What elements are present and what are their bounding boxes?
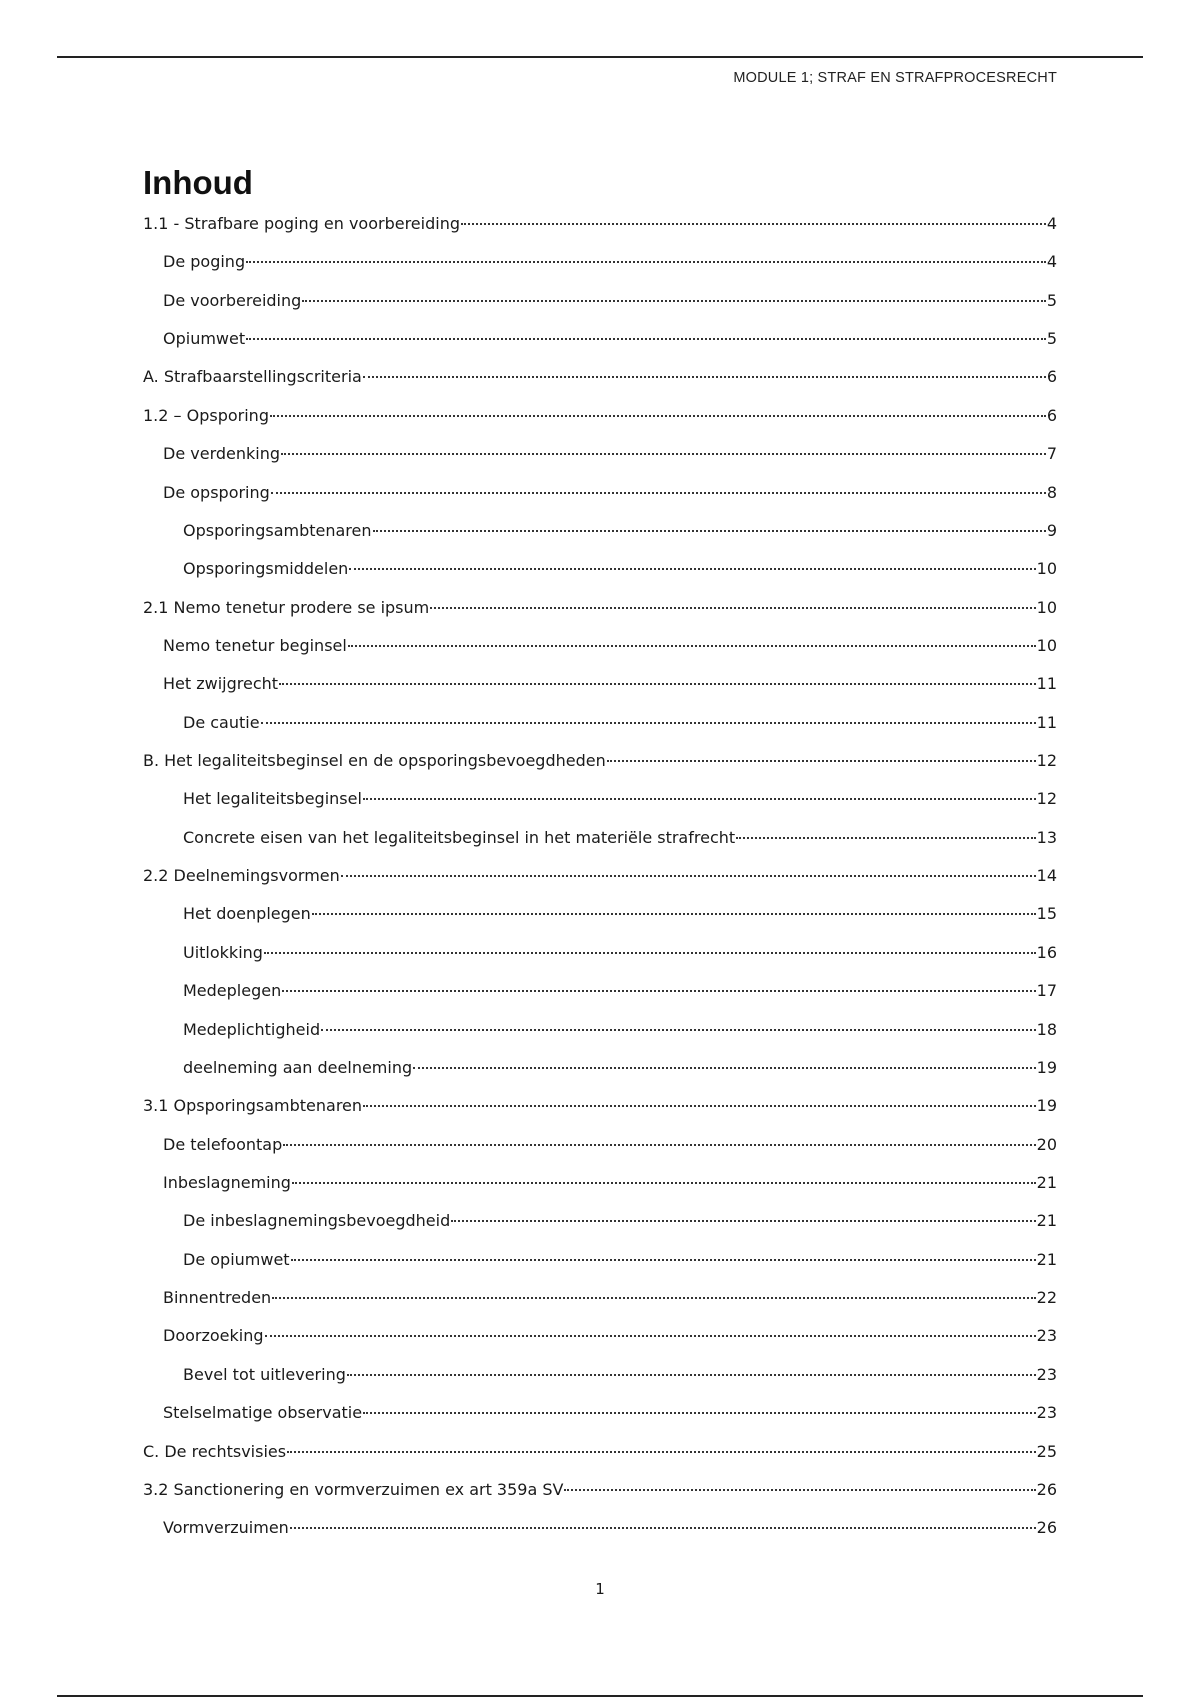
toc-entry-page: 12 — [1036, 751, 1057, 771]
toc-dot-leader — [282, 990, 1035, 992]
toc-dot-leader — [291, 1259, 1036, 1261]
toc-entry-page: 23 — [1036, 1364, 1057, 1384]
toc-dot-leader — [349, 568, 1035, 570]
toc-entry-label: Nemo tenetur beginsel — [163, 635, 347, 655]
toc-entry-page: 23 — [1036, 1326, 1057, 1346]
toc-entry-label: De voorbereiding — [163, 290, 302, 310]
header-rule — [57, 56, 1143, 58]
toc-entry[interactable] — [143, 789, 1057, 827]
toc-dot-leader — [461, 223, 1046, 225]
toc-entry-label: 3.2 Sanctionering en vormverzuimen ex art 359a SV — [143, 1479, 564, 1499]
toc-dot-leader — [736, 837, 1035, 839]
toc-entry-page: 15 — [1036, 904, 1057, 924]
toc-entry-label: De cautie — [183, 712, 260, 732]
toc-title: Inhoud — [143, 164, 253, 201]
toc-dot-leader — [283, 1144, 1035, 1146]
toc-entry-page: 19 — [1036, 1096, 1057, 1116]
toc-entry-page: 11 — [1036, 674, 1057, 694]
toc-entry-page: 26 — [1036, 1518, 1057, 1538]
toc-entry-page: 14 — [1036, 866, 1057, 886]
toc-entry-label: Binnentreden — [163, 1288, 272, 1308]
toc-entry[interactable] — [143, 1518, 1057, 1556]
toc-entry[interactable] — [143, 981, 1057, 1019]
toc-entry-page: 13 — [1036, 827, 1057, 847]
toc-entry[interactable] — [143, 1480, 1057, 1518]
toc-entry[interactable] — [143, 252, 1057, 290]
toc-entry-label: Uitlokking — [183, 942, 263, 962]
toc-entry[interactable] — [143, 444, 1057, 482]
toc-entry-page: 10 — [1036, 559, 1057, 579]
toc-entry[interactable] — [143, 1096, 1057, 1134]
toc-entry-label: Medeplegen — [183, 981, 282, 1001]
toc-entry-page: 4 — [1046, 252, 1057, 272]
toc-entry-page: 25 — [1036, 1441, 1057, 1461]
toc-entry-page: 21 — [1036, 1172, 1057, 1192]
toc-entry[interactable] — [143, 904, 1057, 942]
toc-entry-page: 17 — [1036, 981, 1057, 1001]
toc-entry-label: 1.1 - Strafbare poging en voorbereiding — [143, 214, 460, 233]
toc-dot-leader — [264, 952, 1036, 954]
toc-entry[interactable] — [143, 636, 1057, 674]
toc-dot-leader — [430, 607, 1035, 609]
toc-entry-label: 2.1 Nemo tenetur prodere se ipsum — [143, 597, 430, 617]
toc-dot-leader — [265, 1335, 1036, 1337]
toc-entry-page: 7 — [1046, 444, 1057, 464]
page-number: 1 — [595, 1580, 605, 1598]
toc-entry-label: B. Het legaliteitsbeginsel en de opsporingsbevoegdheden — [143, 751, 606, 771]
toc-dot-leader — [312, 913, 1036, 915]
toc-entry[interactable] — [143, 1365, 1057, 1403]
toc-entry-label: Stelselmatige observatie — [163, 1403, 363, 1423]
toc-entry-page: 5 — [1046, 329, 1057, 349]
toc-entry-page: 6 — [1046, 405, 1057, 425]
toc-dot-leader — [347, 1374, 1036, 1376]
toc-entry-label: De opiumwet — [183, 1249, 290, 1269]
toc-entry-label: C. De rechtsvisies — [143, 1441, 287, 1461]
toc-entry-label: Opiumwet — [163, 329, 246, 349]
toc-entry-page: 6 — [1046, 367, 1057, 387]
toc-entry-label: 2.2 Deelnemingsvormen — [143, 866, 340, 886]
toc-entry-label: Het zwijgrecht — [163, 674, 279, 694]
toc-entry-label: Het legaliteitsbeginsel — [183, 789, 362, 809]
toc-entry-label: Medeplichtigheid — [183, 1019, 321, 1039]
toc-entry-label: De verdenking — [163, 444, 281, 464]
toc-entry-label: A. Strafbaarstellingscriteria — [143, 367, 362, 387]
toc-entry-page: 16 — [1036, 942, 1057, 962]
toc-dot-leader — [270, 415, 1046, 417]
toc-entry[interactable] — [143, 329, 1057, 367]
toc-dot-leader — [246, 338, 1046, 340]
toc-entry[interactable] — [143, 367, 1057, 405]
toc-dot-leader — [363, 798, 1036, 800]
toc-dot-leader — [451, 1220, 1035, 1222]
toc-dot-leader — [290, 1527, 1036, 1529]
toc-entry-page: 9 — [1046, 520, 1057, 540]
toc-dot-leader — [302, 300, 1046, 302]
toc-entry-label: deelneming aan deelneming — [183, 1057, 413, 1077]
toc-dot-leader — [246, 261, 1046, 263]
toc-entry[interactable] — [143, 866, 1057, 904]
toc-entry[interactable] — [143, 1442, 1057, 1480]
toc-entry-page: 10 — [1036, 597, 1057, 617]
toc-entry[interactable] — [143, 1020, 1057, 1058]
toc-entry-label: Opsporingsmiddelen — [183, 559, 349, 579]
toc-entry-label: Bevel tot uitlevering — [183, 1364, 346, 1384]
toc-entry[interactable] — [143, 1403, 1057, 1441]
toc-entry[interactable] — [143, 1211, 1057, 1249]
toc-entry-label: Vormverzuimen — [163, 1518, 289, 1538]
toc-entry-label: De poging — [163, 252, 246, 272]
toc-dot-leader — [363, 1412, 1036, 1414]
toc-dot-leader — [292, 1182, 1036, 1184]
toc-entry[interactable] — [143, 751, 1057, 789]
toc-entry-label: Inbeslagneming — [163, 1172, 291, 1192]
toc-entry-label: Doorzoeking — [163, 1326, 264, 1346]
toc-dot-leader — [287, 1451, 1036, 1453]
toc-entry[interactable] — [143, 828, 1057, 866]
table-of-contents — [143, 214, 1057, 1557]
toc-dot-leader — [348, 645, 1036, 647]
toc-entry-label: 1.2 – Opsporing — [143, 405, 269, 425]
toc-dot-leader — [363, 376, 1046, 378]
toc-entry[interactable] — [143, 1173, 1057, 1211]
toc-entry[interactable] — [143, 291, 1057, 329]
toc-dot-leader — [261, 722, 1036, 724]
toc-entry[interactable] — [143, 1058, 1057, 1096]
toc-entry-label: De opsporing — [163, 482, 270, 502]
toc-entry-page: 26 — [1036, 1479, 1057, 1499]
toc-dot-leader — [341, 875, 1036, 877]
toc-entry-page: 20 — [1036, 1134, 1057, 1154]
toc-entry-page: 10 — [1036, 635, 1057, 655]
toc-entry-page: 12 — [1036, 789, 1057, 809]
running-header: MODULE 1; STRAF EN STRAFPROCESRECHT — [733, 70, 1057, 86]
toc-entry[interactable] — [143, 1326, 1057, 1364]
toc-dot-leader — [271, 492, 1046, 494]
toc-entry[interactable] — [143, 1250, 1057, 1288]
toc-entry[interactable] — [143, 559, 1057, 597]
toc-dot-leader — [564, 1489, 1035, 1491]
toc-entry-page: 4 — [1046, 214, 1057, 233]
footer-rule — [57, 1695, 1143, 1697]
toc-entry-page: 18 — [1036, 1019, 1057, 1039]
toc-dot-leader — [321, 1029, 1036, 1031]
toc-entry[interactable] — [143, 1288, 1057, 1326]
toc-entry[interactable] — [143, 521, 1057, 559]
toc-entry[interactable] — [143, 483, 1057, 521]
toc-entry[interactable] — [143, 1135, 1057, 1173]
toc-dot-leader — [607, 760, 1036, 762]
toc-entry[interactable] — [143, 598, 1057, 636]
toc-entry[interactable] — [143, 674, 1057, 712]
toc-entry-label: Het doenplegen — [183, 904, 311, 924]
toc-dot-leader — [281, 453, 1046, 455]
toc-entry-page: 22 — [1036, 1288, 1057, 1308]
toc-entry[interactable] — [143, 406, 1057, 444]
toc-entry-page: 21 — [1036, 1211, 1057, 1231]
toc-entry[interactable] — [143, 943, 1057, 981]
toc-entry-label: De telefoontap — [163, 1134, 283, 1154]
toc-dot-leader — [413, 1067, 1036, 1069]
toc-dot-leader — [279, 683, 1036, 685]
toc-dot-leader — [363, 1105, 1036, 1107]
toc-entry-page: 8 — [1046, 482, 1057, 502]
toc-entry[interactable] — [143, 214, 1057, 252]
toc-entry-label: De inbeslagnemingsbevoegdheid — [183, 1211, 451, 1231]
toc-entry-page: 19 — [1036, 1057, 1057, 1077]
toc-entry-label: Opsporingsambtenaren — [183, 520, 372, 540]
toc-entry-page: 23 — [1036, 1403, 1057, 1423]
toc-entry-label: Concrete eisen van het legaliteitsbeginsel in het materiële strafrecht — [183, 827, 736, 847]
toc-entry[interactable] — [143, 713, 1057, 751]
toc-entry-page: 11 — [1036, 712, 1057, 732]
toc-dot-leader — [373, 530, 1046, 532]
toc-entry-page: 21 — [1036, 1249, 1057, 1269]
toc-entry-label: 3.1 Opsporingsambtenaren — [143, 1096, 363, 1116]
toc-dot-leader — [272, 1297, 1035, 1299]
toc-entry-page: 5 — [1046, 290, 1057, 310]
